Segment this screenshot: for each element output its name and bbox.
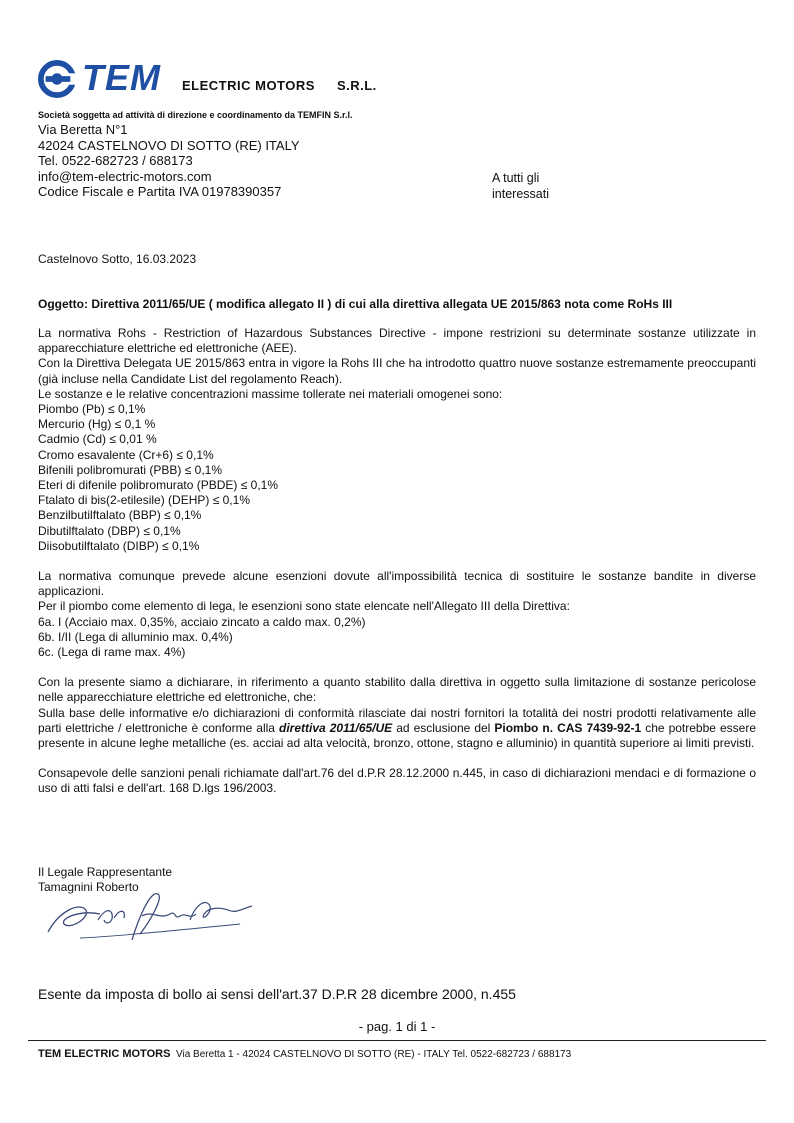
signatory-role: Il Legale Rappresentante — [38, 865, 173, 879]
company-name — [182, 78, 377, 93]
substance-item: Dibutilftalato (DBP) ≤ 0,1% — [38, 523, 181, 538]
page-number: - pag. 1 di 1 - — [358, 1019, 436, 1034]
exemption-item: 6c. (Lega di rame max. 4%) — [38, 645, 186, 660]
logo-wordmark: TEM — [82, 57, 161, 98]
declaration-text: che potrebbe essere presente in alcune leghe metalliche (es. acciai ad alta velocità, bronzo, ottone, stagno e alluminio) in quantità superiore ai limiti previsti. — [38, 720, 756, 751]
substance-item: Ftalato di bis(2-etilesile) (DEHP) ≤ 0,1% — [38, 493, 250, 508]
email-line: info@tem-electric-motors.com — [38, 168, 212, 184]
substance-item: Piombo (Pb) ≤ 0,1% — [38, 402, 146, 417]
recipient-line: A tutti gli — [492, 171, 540, 185]
substance-item: Mercurio (Hg) ≤ 0,1 % — [38, 417, 156, 432]
letter-subject: Oggetto: Direttiva 2011/65/UE ( modifica allegato II ) di cui alla direttiva allegata UE 2015/863 nota come RoHs III — [38, 297, 673, 311]
address-line: 42024 CASTELNOVO DI SOTTO (RE) ITALY — [38, 137, 300, 153]
paragraph: La normativa comunque prevede alcune esenzioni dovute all'impossibilità tecnica di sostituire le sostanze bandite in diverse applicazioni. — [38, 569, 756, 599]
declaration-text: ad esclusione del — [392, 720, 495, 735]
substance-item: Benzilbutilftalato (BBP) ≤ 0,1% — [38, 508, 202, 523]
handwritten-signature — [40, 880, 260, 950]
control-note: Società soggetta ad attività di direzione e coordinamento da TEMFIN S.r.l. — [38, 110, 353, 120]
vat-line: Codice Fiscale e Partita IVA 01978390357 — [38, 184, 282, 199]
substance-list — [38, 402, 756, 554]
substance-item: Cromo esavalente (Cr+6) ≤ 0,1% — [38, 447, 214, 462]
tem-logo-icon — [38, 60, 76, 98]
paragraph: La normativa Rohs - Restriction of Hazardous Substances Directive - impone restrizioni su determinate sostanze utilizzate in apparecchiature elettriche ed elettroniche (AEE). — [38, 326, 756, 356]
signatory-name: Tamagnini Roberto — [38, 880, 139, 894]
company-name-text: ELECTRIC MOTORS — [182, 78, 315, 93]
letter-date: Castelnovo Sotto, 16.03.2023 — [38, 252, 197, 266]
exemption-item: 6b. I/II (Lega di alluminio max. 0,4%) — [38, 629, 233, 644]
paragraph: Con la Direttiva Delegata UE 2015/863 entra in vigore la Rohs III che ha introdotto quattro nuove sostanze estremamente preoccupanti (già incluse nella Candidate List del regolamento Reach). — [38, 356, 756, 386]
address-line: Tel. 0522-682723 / 688173 — [38, 153, 193, 168]
footer-company: TEM ELECTRIC MOTORS — [38, 1048, 171, 1060]
footer-details: Via Beretta 1 - 42024 CASTELNOVO DI SOTTO (RE) - ITALY Tel. 0522-682723 / 688173 — [175, 1049, 572, 1060]
substance-item: Bifenili polibromurati (PBB) ≤ 0,1% — [38, 462, 222, 477]
substance-item: Diisobutilftalato (DIBP) ≤ 0,1% — [38, 538, 200, 553]
letter-body — [38, 326, 756, 797]
stamp-duty-note: Esente da imposta di bollo ai sensi dell'art.37 D.P.R 28 dicembre 2000, n.455 — [38, 986, 516, 1002]
lead-cas-reference: Piombo n. CAS 7439-92-1 — [494, 720, 642, 735]
paragraph — [38, 706, 756, 752]
sender-address — [38, 122, 300, 200]
recipient-line: interessati — [492, 187, 549, 201]
directive-reference: direttiva 2011/65/UE — [278, 720, 393, 735]
substance-item: Eteri di difenile polibromurato (PBDE) ≤ 0,1% — [38, 478, 279, 493]
footer-divider — [28, 1040, 766, 1041]
exemption-item: 6a. I (Acciaio max. 0,35%, acciaio zincato a caldo max. 0,2%) — [38, 614, 366, 629]
paragraph: Le sostanze e le relative concentrazioni massime tollerate nei materiali omogenei sono: — [38, 386, 503, 401]
address-line: Via Beretta N°1 — [38, 122, 128, 137]
paragraph: Con la presente siamo a dichiarare, in riferimento a quanto stabilito dalla direttiva in oggetto sulla limitazione di sostanze pericolose nelle apparecchiature elettriche ed elettroniche, che: — [38, 675, 756, 705]
paragraph: Per il piombo come elemento di lega, le esenzioni sono state elencate nell'Allegato III della Direttiva: — [38, 599, 570, 614]
company-suffix: S.R.L. — [336, 78, 377, 93]
substance-item: Cadmio (Cd) ≤ 0,01 % — [38, 432, 157, 447]
exemption-list — [38, 615, 756, 661]
paragraph: Consapevole delle sanzioni penali richiamate dall'art.76 del d.P.R 28.12.2000 n.445, in caso di dichiarazioni mendaci e di formazione o uso di atti falsi e dell'art. 168 D.lgs 196/2003. — [38, 766, 756, 796]
recipient-block — [492, 170, 549, 202]
declaration-text: Sulla base delle informative e/o dichiarazioni di conformità rilasciate dai nostri fornitori la totalità dei nostri prodotti relativamente alle parti elettriche / elettroniche è conforme alla — [38, 705, 756, 735]
page-footer — [38, 1048, 571, 1060]
